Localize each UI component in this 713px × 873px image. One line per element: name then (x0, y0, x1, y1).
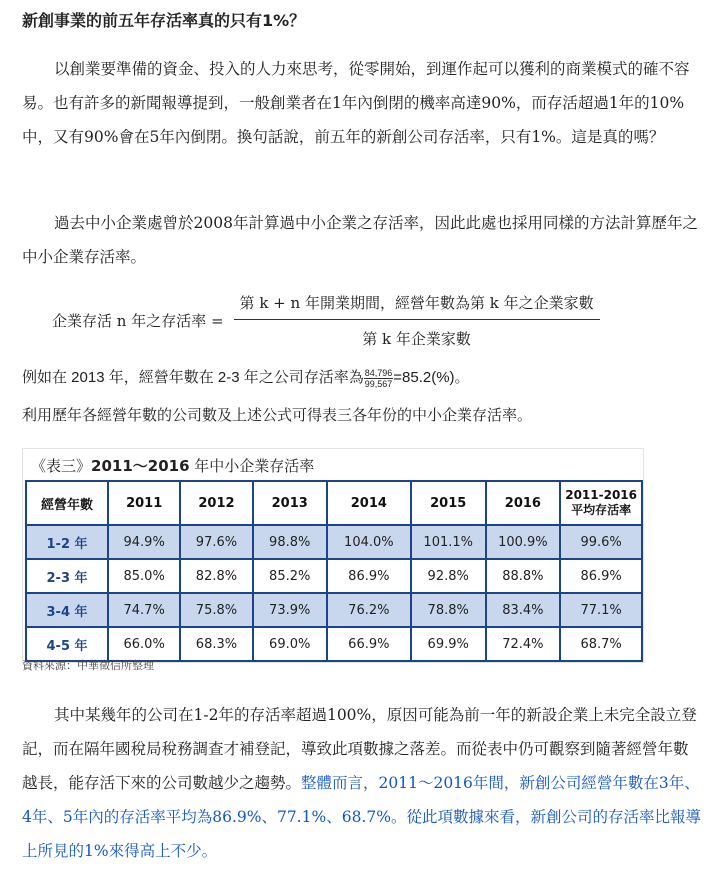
table-cell: 94.9% (108, 525, 180, 559)
table-cell: 75.8% (180, 593, 252, 627)
row-label: 4-5 年 (26, 627, 108, 661)
example-prefix: 例如在 2013 年，經營年數在 2-3 年之公司存活率為 (22, 369, 364, 386)
method-paragraph: 過去中小企業處曾於2008年計算過中小企業之存活率，因此此處也採用同樣的方法計算歷年之中小企業存活率。 (22, 214, 698, 266)
table-cell: 78.8% (411, 593, 486, 627)
header-2011: 2011 (108, 481, 180, 525)
formula-denominator: 第 k 年企業家數 (362, 330, 471, 348)
table-cell: 83.4% (486, 593, 561, 627)
example-line (22, 366, 470, 389)
formula-numerator: 第 k + n 年開業期間，經營年數為第 k 年之企業家數 (234, 292, 600, 320)
table-header-row (26, 481, 642, 525)
table-cell: 100.9% (486, 525, 561, 559)
table-cell: 66.0% (108, 627, 180, 661)
intro-paragraph: 以創業要準備的資金、投入的人力來思考，從零開始，到運作起可以獲利的商業模式的確不容易。也有許多的新聞報導提到，一般創業者在1年內倒閉的機率高達90%，而存活超過1年的10%中，又有90%會在5年內倒閉。換句話說，前五年的新創公司存活率，只有1%。這是真的嗎？ (22, 60, 690, 146)
table-cell: 85.2% (253, 559, 327, 593)
header-2016: 2016 (486, 481, 561, 525)
table-cell: 66.9% (327, 627, 411, 661)
table-caption-suffix: 年中小企業存活率 (189, 457, 315, 475)
example-fraction (364, 368, 394, 389)
header-2014: 2014 (327, 481, 411, 525)
header-years-operated: 經營年數 (26, 481, 108, 525)
table-cell: 74.7% (108, 593, 180, 627)
example-suffix: =85.2(%)。 (393, 369, 470, 386)
table-cell: 86.9% (327, 559, 411, 593)
table-caption-prefix: 《表三》 (31, 457, 92, 475)
table-cell: 101.1% (411, 525, 486, 559)
table-caption (23, 449, 643, 480)
table-cell: 85.0% (108, 559, 180, 593)
conclusion-highlight: 整體而言，2011～2016年間，新創公司經營年數在3年、4年、5年內的存活率平均為86.9%、77.1%、68.7%。從此項數據來看，新創公司的存活率比報導上所見的1%來得高上不少。 (22, 774, 701, 860)
table-cell: 69.9% (411, 627, 486, 661)
header-2015: 2015 (411, 481, 486, 525)
table-caption-years: 2011～2016 (91, 457, 190, 475)
table-cell: 104.0% (327, 525, 411, 559)
table-cell: 68.7% (560, 627, 642, 661)
table-row (26, 559, 642, 593)
header-average-range: 2011-2016 (565, 488, 637, 502)
survival-rate-table (25, 480, 643, 662)
table-cell: 76.2% (327, 593, 411, 627)
article-title: 新創事業的前五年存活率真的只有1%？ (22, 11, 306, 30)
table-cell: 68.3% (180, 627, 252, 661)
table-intro-line: 利用歷年各經營年數的公司數及上述公式可得表三各年份的中小企業存活率。 (22, 407, 533, 424)
row-label: 1-2 年 (26, 525, 108, 559)
table-row (26, 627, 642, 661)
conclusion-paragraph (22, 698, 702, 868)
table-cell: 77.1% (560, 593, 642, 627)
table-cell: 69.0% (253, 627, 327, 661)
table-cell: 86.9% (560, 559, 642, 593)
header-average (560, 481, 642, 525)
conclusion-text: 其中某幾年的公司在1-2年的存活率超過100%，原因可能為前一年的新設企業上未完全設立登記，而在隔年國稅局稅務調查才補登記，導致此項數據之落差。而從表中仍可觀察到隨著經營年數越長，能存活下來的公司數越少之趨勢。 (22, 706, 697, 792)
table-cell: 99.6% (560, 525, 642, 559)
table-cell: 82.8% (180, 559, 252, 593)
table-cell: 97.6% (180, 525, 252, 559)
header-2013: 2013 (253, 481, 327, 525)
row-label: 2-3 年 (26, 559, 108, 593)
table-row (26, 593, 642, 627)
row-label: 3-4 年 (26, 593, 108, 627)
table-cell: 73.9% (253, 593, 327, 627)
example-denominator: 99,567 (364, 378, 393, 389)
table-row (26, 525, 642, 559)
header-average-label: 平均存活率 (571, 503, 632, 517)
table-cell: 88.8% (486, 559, 561, 593)
formula-fraction (234, 292, 600, 349)
survival-rate-formula (52, 292, 600, 349)
survival-table-card (22, 448, 644, 663)
table-cell: 98.8% (253, 525, 327, 559)
example-numerator: 84,796 (364, 367, 393, 378)
formula-label: 企業存活 n 年之存活率 = (52, 312, 224, 330)
table-cell: 92.8% (411, 559, 486, 593)
table-cell: 72.4% (486, 627, 561, 661)
table-source-note: 資料來源：中華徵信所整理 (22, 659, 154, 672)
header-2012: 2012 (180, 481, 252, 525)
